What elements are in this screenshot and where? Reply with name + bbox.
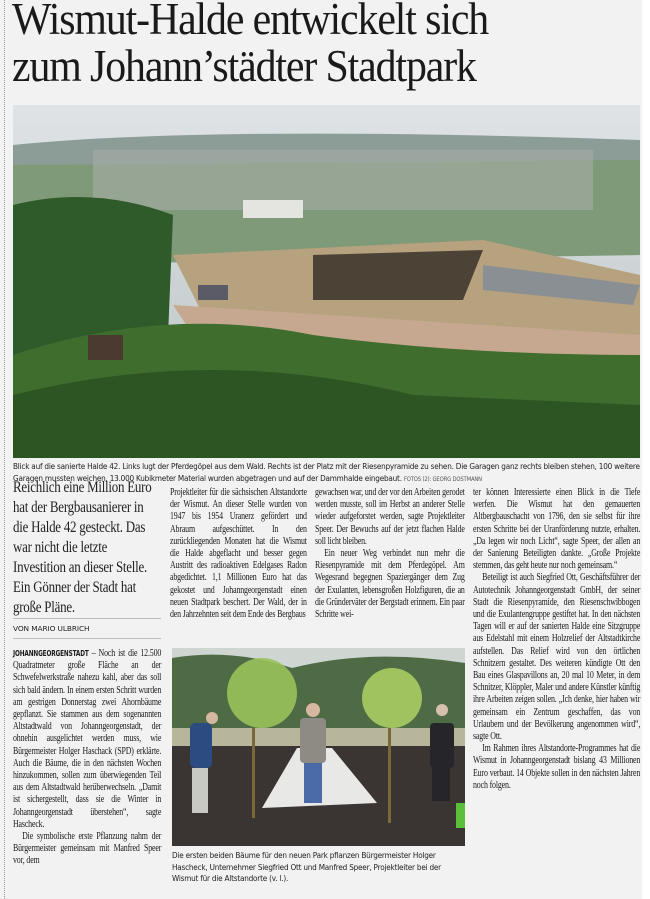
photo-caption <box>172 850 466 885</box>
text-column-3 <box>315 487 465 621</box>
caption-text: Die ersten beiden Bäume für den neuen Park pflanzen Bürgermeister Holger Hascheck, Unternehmer Siegfried Ott und Manfred Speer, Projektleiter bei der Wismut für die Altstandorte (v. l.). <box>172 850 441 883</box>
headline-line-1: Wismut-Halde entwickelt sich <box>12 0 489 44</box>
photo-credit: FOTOS (2): GEORG DOSTMANN <box>403 475 482 483</box>
paragraph: Im Rahmen ihres Altstandorte-Programmes hat die Wismut in Johanngeorgenstadt bislang 43 Millionen Euro verbaut. 14 Objekte sollen in den nächsten Jahren noch folgen. <box>473 743 641 791</box>
caption-text: Blick auf die sanierte Halde 42. Links lugt der Pferdegöpel aus dem Wald. Rechts ist der Platz mit der Riesenpyramide zu sehen. Die Garagen ganz rechts bleiben stehen, 100 weitere Garagen mussten weichen. 13.000 Kubikmeter Material wurden abgetragen und auf der Dammhalde eingebaut. <box>13 461 640 483</box>
byline: VON MARIO ULBRICH <box>13 624 90 633</box>
paragraph: Ein neuer Weg verbindet nun mehr die Riesenpyramide mit dem Pferdegöpel. Am Wegesrand begegnen Spaziergänger dem Zug der Exulanten, lebensgroßen Holzfiguren, die an die Gründerväter der Bergstadt erinnern. Ein paar Schritte wei- <box>315 548 465 621</box>
headline <box>12 0 598 90</box>
article-lead: Reichlich eine Million Euro hat der Bergbausanierer in die Halde 42 gesteckt. Das war nicht die letzte Investition an dieser Stelle. Ein Gönner der Stadt hat große Pläne. <box>13 478 152 616</box>
paragraph: – Noch ist die 12.500 Quadratmeter große Fläche an der Schwefelwerkstraße nahezu kahl, aber das soll sich bald ändern. In einem ersten Schritt wurden am gestrigen Donnerstag zwei Ahornbäume gepflanzt. Sie stammen aus dem sogenannten Altstadtwald von Johanngeorgenstadt, der ohnehin ausgelichtet werden muss, wie Bürgermeister Holger Haschack (SPD) erklärte. Auch die Bäume, die in den nächsten Wochen hinzukommen, sollen zum überwiegenden Teil aus dem Altstadtwald herüberwechseln. „Damit ist sichergestellt, dass sie die Winter in Johanngeorgenstadt überstehen“, sagte Hascheck. <box>13 648 162 830</box>
paragraph: Projektleiter für die sächsischen Altstandorte der Wismut. An dieser Stelle wurden von 1947 bis 1954 Uranerz gefördert und Abraum aufgeschüttet. In den zurückliegenden Monaten hat die Wismut die Halde abgeflacht und besser gegen Austritt des radioaktiven Edelgases Radon abgedichtet. 1,1 Millionen Euro hat das gekostet und Johanngeorgenstadt einen neuen Stadtpark beschert. Der Wald, der in den Jahrzehnten seit dem Ende des Bergbaus <box>170 487 307 621</box>
text-column-1 <box>13 648 161 868</box>
paragraph: Die symbolische erste Pflanzung nahm der Bürgermeister gemeinsam mit Manfred Speer vor, dem <box>13 831 162 867</box>
text-column-4 <box>473 487 640 792</box>
dateline: JOHANNGEORGENSTADT <box>13 649 89 658</box>
page-edge <box>642 0 650 899</box>
headline-line-2: zum Johann’städter Stadtpark <box>12 41 476 91</box>
text-column-2 <box>170 487 307 621</box>
tree-planting-photo <box>172 648 465 846</box>
divider <box>13 638 161 639</box>
paragraph: Beteiligt ist auch Siegfried Ott, Geschäftsführer der Autotechnik Johanngeorgenstadt GmbH, der seiner Stadt die Riesenpyramide, den Riesenschwibbogen und die Exulantengruppe gestiftet hat. In den nächsten Tagen will er auf der sanierten Halde eine Sitzgruppe aus Edelstahl mit einem Holzrelief der Altstadtkirche aufstellen. Das Relief wird von den örtlichen Schnitzern gestaltet. Des weiteren kündigte Ott den Bau eines Glaspavillons an, 20 mal 10 Meter, in dem Schnitzer, Klöppler, Maler und andere Künstler künftig ihre Arbeiten zeigen sollen. „Ich denke, hier haben wir gemeinsam ein Zentrum geschaffen, das von Urlaubern und der Bevölkerung angenommen wird“, sagte Ott. <box>473 572 641 743</box>
paragraph: gewachsen war, und der vor den Arbeiten gerodet werden musste, soll im Herbst an anderer Stelle wieder aufgeforstet werden, sagte Projektleiter Speer. Der Bewuchs auf der jetzt flachen Halde soll licht bleiben. <box>315 487 465 547</box>
divider <box>13 618 161 619</box>
page-margin-rule <box>4 0 5 899</box>
aerial-photo-halde <box>13 105 640 458</box>
paragraph: ter können Interessierte einen Blick in die Tiefe werfen. Die Wismut hat den gemauerten Altbergbauschacht von 1796, den sie selbst für ihre ersten Schritte bei der Uranförderung nutzte, erhalten. „Da legen wir noch Licht“, sagte Speer, der allen an der Sanierung Beteiligten dankte. „Große Projekte stemmen, das geht heute nur noch gemeinsam.“ <box>473 487 641 572</box>
